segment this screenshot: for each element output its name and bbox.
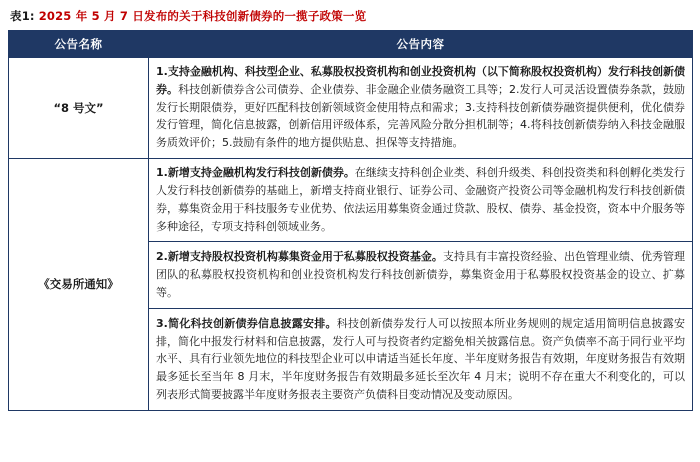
paragraph-lead: 2.新增支持股权投资机构募集资金用于私募股权投资基金。 — [156, 250, 443, 264]
table-row — [9, 159, 693, 411]
paragraph-text: 科技创新债券含公司债券、企业债券、非金融企业债务融资工具等；2.发行人可灵活设置债券条款，鼓励发行长期限债券，更好匹配科技创新领域资金使用特点和需求；3.支持科技创新债券融资提供便利，优化债券发行管理，简化信息披露，创新信用评级体系，完善风险分散分担机制等；4.将科技创新债券纳入科技金融服务质效评价；5.鼓励有条件的地方提供贴息、担保等支持措施。 — [156, 82, 686, 150]
paragraph-lead: 3.简化科技创新债券信息披露安排。 — [156, 316, 337, 330]
table-caption — [10, 8, 692, 24]
paragraph-text: 在继续支持科创企业类、科创升级类、科创投资类和科创孵化类发行人发行科技创新债券的基础上，新增支持商业银行、证券公司、金融资产投资公司等金融机构发行科技创新债券，募集资金用于科技服务专业优势、依法运用募集资金通过贷款、股权、债券、基金投资，资本中介服务等多种途径，专项支持科创领域业务。 — [156, 166, 686, 233]
policy-table — [8, 30, 693, 411]
content-divider — [149, 308, 692, 309]
content-paragraph — [156, 63, 685, 152]
table-body — [9, 58, 693, 411]
content-paragraph — [156, 315, 685, 404]
paragraph-text: 科技创新债券发行人可以按照本所业务规则的规定适用简明信息披露安排，简化中报发行材料和信息披露，发行人可与投资者约定豁免相关披露信息。资产负债率不高于同行业平均水平、具有行业领先地位的科技型企业可以申请适当延长年度、半年度财务报告有效期，年度财务报告有效期最多延长至当年 8 月末，半年度财务报告有效期最多延长至次年 4 月末；说明不存在重大不利变化的，可以列表形式简要披露半年度财务报表主要资产负债科目变动情况及变动原因。 — [156, 316, 685, 401]
announcement-name: “8 号文” — [9, 58, 149, 159]
content-paragraph — [156, 164, 685, 235]
table-row — [9, 58, 693, 159]
table-header-row — [9, 31, 693, 58]
column-header-name: 公告名称 — [9, 31, 149, 58]
announcement-name: 《交易所通知》 — [9, 159, 149, 411]
content-paragraph — [156, 248, 685, 301]
caption-text: 2025 年 5 月 7 日发布的关于科技创新债券的一揽子政策一览 — [38, 9, 367, 23]
announcement-content — [149, 159, 693, 411]
paragraph-text: 支持具有丰富投资经验、出色管理业绩、优秀管理团队的私募股权投资机构和创业投资机构发行科技创新债券，募集资金用于私募股权投资基金的设立、扩募等。 — [156, 250, 685, 299]
caption-label: 表1: — [10, 9, 35, 23]
content-divider — [149, 241, 692, 242]
paragraph-lead: 1.新增支持金融机构发行科技创新债券。 — [156, 166, 355, 180]
announcement-content — [149, 58, 693, 159]
paragraph-lead: 1.支持金融机构、科技型企业、私募股权投资机构和创业投资机构（以下简称股权投资机构）发行科技创新债券。 — [156, 65, 685, 96]
table-header — [9, 31, 693, 58]
column-header-content: 公告内容 — [149, 31, 693, 58]
